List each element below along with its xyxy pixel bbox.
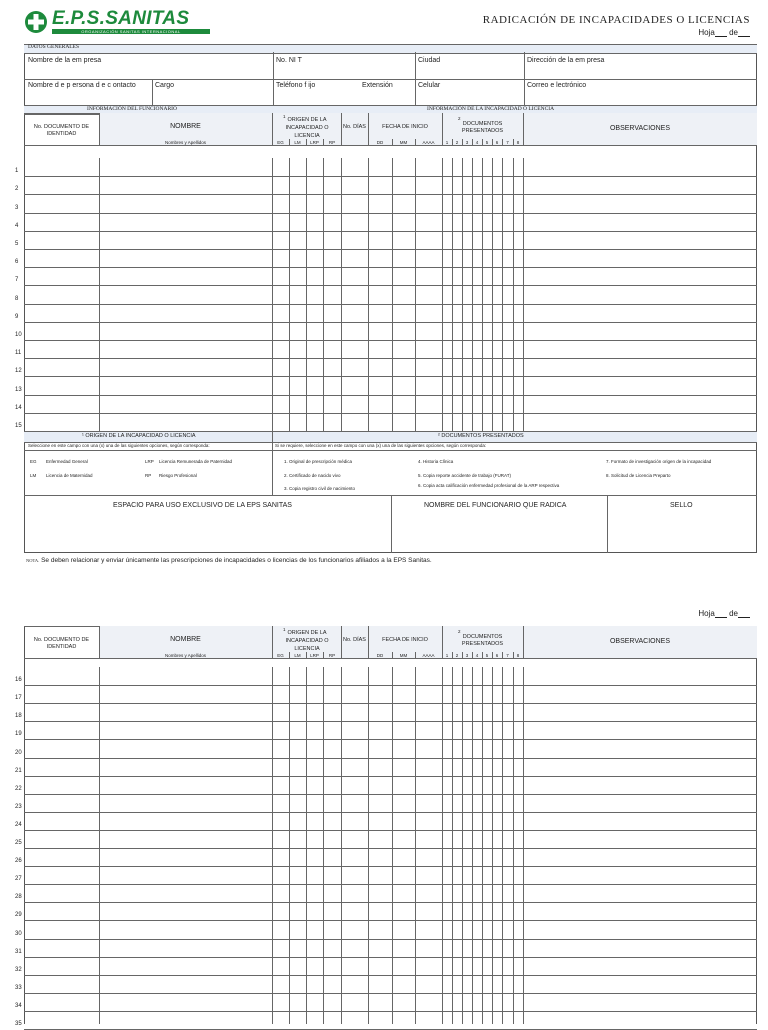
origen-col-eg: EG — [277, 140, 284, 145]
table-row[interactable] — [24, 685, 757, 703]
table-row[interactable] — [24, 176, 757, 194]
doc-item-8: 8. Solicitud de Licencia Preparto — [606, 473, 671, 478]
doc-item-3: 3. Copia registro civil de nacimiento — [284, 486, 356, 491]
hoja-label: Hoja — [698, 28, 715, 37]
origen-footnote-mark: 1 — [283, 114, 286, 119]
doc-header: No. DOCUMENTO DE IDENTIDAD — [33, 637, 90, 650]
doc-item-1: 1. Original de prescripción médica — [284, 459, 353, 464]
docs-header: DOCUMENTOS PRESENTADOS — [461, 121, 504, 134]
row-number: 18 — [15, 713, 22, 720]
docs-footnote-mark: 2 — [458, 629, 461, 634]
telefono-label: Teléfono f ijo — [276, 82, 316, 89]
docs-col-1: 1 — [445, 653, 449, 658]
docs-footnote-mark: 2 — [458, 116, 461, 121]
divider — [607, 495, 608, 553]
docs-col-6: 6 — [495, 653, 499, 658]
nota-label: NOTA. — [26, 558, 40, 563]
eps-exclusive-field[interactable] — [25, 512, 390, 552]
fecha-col-mm: MM — [399, 653, 408, 658]
docs-col-2: 2 — [455, 140, 459, 145]
docs-col-6: 6 — [495, 140, 499, 145]
doc-item-4: 4. Historia Clínica — [418, 459, 454, 464]
divider — [152, 79, 153, 105]
extension-label: Extensión — [362, 82, 393, 89]
datos-generales-band — [24, 44, 757, 54]
funcionario-radica-field[interactable] — [393, 512, 606, 552]
table-row[interactable] — [24, 902, 757, 920]
row-number: 10 — [15, 332, 22, 338]
row-number: 25 — [15, 840, 22, 846]
celular-label: Celular — [418, 82, 441, 89]
nombre-header: NOMBRE — [170, 636, 201, 643]
direccion-label: Dirección de la em presa — [527, 57, 605, 64]
table-row[interactable] — [24, 739, 757, 757]
doc-item-5: 5. Copia reporte accidente de trabajo (FURAT) — [418, 473, 511, 478]
table-row[interactable] — [24, 794, 757, 812]
row-number: 27 — [15, 876, 22, 883]
row-number: 28 — [15, 894, 22, 901]
row-number: 33 — [15, 984, 22, 991]
brand-name: E.P.S.SANITAS — [52, 8, 190, 29]
empresa-nombre-label: Nombre de la em presa — [28, 57, 102, 64]
docs-col-5: 5 — [485, 653, 489, 658]
origen-col-rp: RP — [328, 653, 336, 658]
form-title: RADICACIÓN DE INCAPACIDADES O LICENCIAS — [482, 14, 750, 26]
fecha-header: FECHA DE INICIO — [382, 637, 428, 643]
divider — [272, 431, 273, 495]
row-number: 23 — [15, 803, 22, 810]
row-number: 16 — [15, 677, 22, 684]
origen-label-lrp: Licencia Remunerada de Paternidad — [159, 459, 233, 464]
origen-label-rp: Riesgo Profesional — [159, 473, 197, 478]
table-row[interactable] — [24, 939, 757, 957]
table-row[interactable] — [24, 304, 757, 322]
row-number: 12 — [15, 368, 22, 375]
row-number: 31 — [15, 948, 22, 955]
eps-exclusive-box-label: ESPACIO PARA USO EXCLUSIVO DE LA EPS SANITAS — [113, 502, 292, 509]
origen-col-rp: RP — [328, 140, 336, 145]
table-row[interactable] — [24, 866, 757, 884]
table-row[interactable] — [24, 848, 757, 866]
docs-legend-title: ² DOCUMENTOS PRESENTADOS — [438, 433, 524, 439]
doc-header: No. DOCUMENTO DE IDENTIDAD — [33, 124, 90, 137]
table-row[interactable] — [24, 721, 757, 739]
docs-col-7: 7 — [506, 653, 509, 658]
row-number: 9 — [15, 313, 19, 320]
sanitas-emblem-icon — [24, 10, 48, 34]
datos-generales-label: DATOS GENERALES — [28, 44, 80, 50]
dias-header: No. DÍAS — [343, 637, 366, 643]
origen-col-lrp: LRP — [310, 653, 319, 658]
row-number: 32 — [15, 966, 22, 973]
docs-col-8: 8 — [516, 140, 520, 145]
correo-label: Correo e lectrónico — [527, 82, 587, 89]
origen-col-eg: EG — [277, 653, 284, 658]
cargo-label: Cargo — [155, 82, 175, 89]
docs-col-8: 8 — [516, 653, 520, 658]
observaciones-header: OBSERVACIONES — [609, 125, 671, 132]
table-row[interactable] — [24, 884, 757, 902]
de-label: de — [729, 609, 738, 618]
origen-code-lm: LM — [30, 473, 37, 478]
row-number: 17 — [15, 695, 22, 702]
origen-code-eg: EG — [30, 459, 37, 464]
origen-col-lm: LM — [294, 140, 301, 145]
fecha-col-aaaa: AAAA — [422, 140, 435, 145]
table-row[interactable] — [24, 703, 757, 721]
table-row[interactable] — [24, 376, 757, 394]
hoja-label: Hoja — [698, 609, 715, 618]
row-number: 4 — [15, 222, 19, 229]
row-number: 21 — [15, 767, 22, 774]
brand-tagline: ORGANIZACIÓN SANITAS INTERNACIONAL — [52, 29, 210, 34]
table-row[interactable] — [24, 340, 757, 358]
dias-header: No. DÍAS — [343, 124, 366, 130]
observaciones-header: OBSERVACIONES — [609, 638, 671, 645]
divider — [24, 79, 757, 80]
row-number: 8 — [15, 295, 19, 302]
table-row[interactable] — [24, 812, 757, 830]
row-number: 19 — [15, 731, 22, 738]
table-row[interactable] — [24, 249, 757, 267]
row-number: 1 — [15, 168, 19, 175]
sello-field[interactable] — [609, 512, 756, 552]
docs-legend-help: Si se requiere, seleccione en este campo con una (x) una de las siguientes opciones, según corresponda: — [275, 443, 487, 448]
contacto-label: Nombre d e p ersona d e c ontacto — [28, 82, 136, 89]
row-number: 5 — [15, 241, 19, 247]
row-number: 35 — [15, 1021, 22, 1027]
docs-col-5: 5 — [485, 140, 489, 145]
page-counter — [698, 28, 750, 37]
nota-text: Se deben relacionar y enviar únicamente las prescripciones de incapacidades o licencias de los funcionarios afiliados a la EPS Sanitas. — [41, 557, 432, 564]
ciudad-label: Ciudad — [418, 57, 441, 64]
row-number: 22 — [15, 785, 22, 792]
nombre-header: NOMBRE — [170, 123, 201, 130]
table-row[interactable] — [24, 358, 757, 376]
row-number: 34 — [15, 1002, 22, 1009]
table-row[interactable] — [24, 213, 757, 231]
table-row[interactable] — [24, 231, 757, 249]
nombre-subheader: Nombres y Apellidos — [164, 140, 207, 145]
divider — [391, 495, 392, 553]
row-number: 29 — [15, 912, 22, 919]
table-row[interactable] — [24, 322, 757, 340]
row-number: 24 — [15, 821, 22, 828]
origen-code-rp: RP — [145, 473, 152, 478]
origen-legend-help: Seleccione en este campo con una (x) una de las siguientes opciones, según corresponda: — [28, 443, 210, 448]
fecha-col-mm: MM — [399, 140, 408, 145]
table-row[interactable] — [24, 776, 757, 794]
row-number: 13 — [15, 386, 22, 393]
de-field[interactable] — [738, 29, 750, 37]
row-number: 2 — [15, 186, 19, 193]
origen-legend-title: ¹ ORIGEN DE LA INCAPACIDAD O LICENCIA — [82, 433, 196, 439]
table-row[interactable] — [24, 957, 757, 975]
docs-col-7: 7 — [506, 140, 509, 145]
sello-label: SELLO — [670, 502, 693, 509]
hoja-field[interactable] — [715, 29, 727, 37]
docs-col-3: 3 — [465, 140, 469, 145]
table-row[interactable] — [24, 285, 757, 303]
eps-sanitas-logo — [22, 8, 202, 38]
divider — [24, 145, 757, 146]
docs-col-1: 1 — [445, 140, 449, 145]
funcionario-section-label: INFORMACIÓN DEL FUNCIONARIO — [87, 106, 177, 112]
funcionario-radica-label: NOMBRE DEL FUNCIONARIO QUE RADICA — [424, 502, 567, 509]
table-row[interactable] — [24, 830, 757, 848]
table-row[interactable] — [24, 758, 757, 776]
divider — [24, 450, 757, 451]
origen-code-lrp: LRP — [145, 459, 154, 464]
origen-label-lm: Licencia de Maternidad — [46, 473, 93, 478]
origen-label-eg: Enfermedad General — [46, 459, 88, 464]
fecha-header: FECHA DE INICIO — [382, 124, 428, 130]
fecha-col-dd: DD — [376, 653, 384, 658]
table-row[interactable] — [24, 267, 757, 285]
doc-item-6: 6. Copia acta calificación enfermedad profesional de la ARP respectiva — [418, 483, 560, 488]
docs-col-4: 4 — [475, 140, 479, 145]
row-number: 7 — [15, 277, 19, 284]
row-number: 26 — [15, 858, 22, 865]
nota — [26, 557, 432, 564]
doc-item-7: 7. Formato de investigación origen de la incapacidad — [606, 459, 712, 464]
row-number: 20 — [15, 749, 22, 756]
docs-col-4: 4 — [475, 653, 479, 658]
nit-label: No. NI T — [276, 57, 302, 64]
origen-col-lm: LM — [294, 653, 301, 658]
de-label: de — [729, 28, 738, 37]
origen-footnote-mark: 1 — [283, 627, 286, 632]
fecha-col-aaaa: AAAA — [422, 653, 435, 658]
table-row[interactable] — [24, 194, 757, 212]
table-row[interactable] — [24, 667, 757, 685]
docs-header: DOCUMENTOS PRESENTADOS — [461, 634, 504, 647]
row-number: 14 — [15, 404, 22, 411]
de-field[interactable] — [738, 610, 750, 618]
table-row[interactable] — [24, 993, 757, 1011]
hoja-field[interactable] — [715, 610, 727, 618]
origen-header: ORIGEN DE LA INCAPACIDAD O LICENCIA — [285, 117, 329, 139]
docs-col-2: 2 — [455, 653, 459, 658]
origen-col-lrp: LRP — [310, 140, 319, 145]
fecha-col-dd: DD — [376, 140, 384, 145]
origen-header: ORIGEN DE LA INCAPACIDAD O LICENCIA — [285, 630, 329, 652]
table-row[interactable] — [24, 158, 757, 176]
divider — [24, 658, 757, 659]
row-number: 3 — [15, 204, 19, 211]
row-number: 11 — [15, 350, 22, 357]
table-row[interactable] — [24, 920, 757, 938]
row-number: 15 — [15, 423, 22, 429]
page-counter-2 — [698, 609, 750, 618]
incapacidad-section-label: INFORMACIÓN DE LA INCAPACIDAD O LICENCIA — [427, 106, 555, 112]
doc-item-2: 2. Certificado de nacido vivo — [284, 473, 341, 478]
table-row[interactable] — [24, 1011, 757, 1029]
row-number: 30 — [15, 930, 22, 937]
nombre-subheader: Nombres y Apellidos — [164, 653, 207, 658]
table-row[interactable] — [24, 413, 757, 431]
row-number: 6 — [15, 259, 19, 266]
docs-col-3: 3 — [465, 653, 469, 658]
table-row[interactable] — [24, 395, 757, 413]
table-row[interactable] — [24, 975, 757, 993]
